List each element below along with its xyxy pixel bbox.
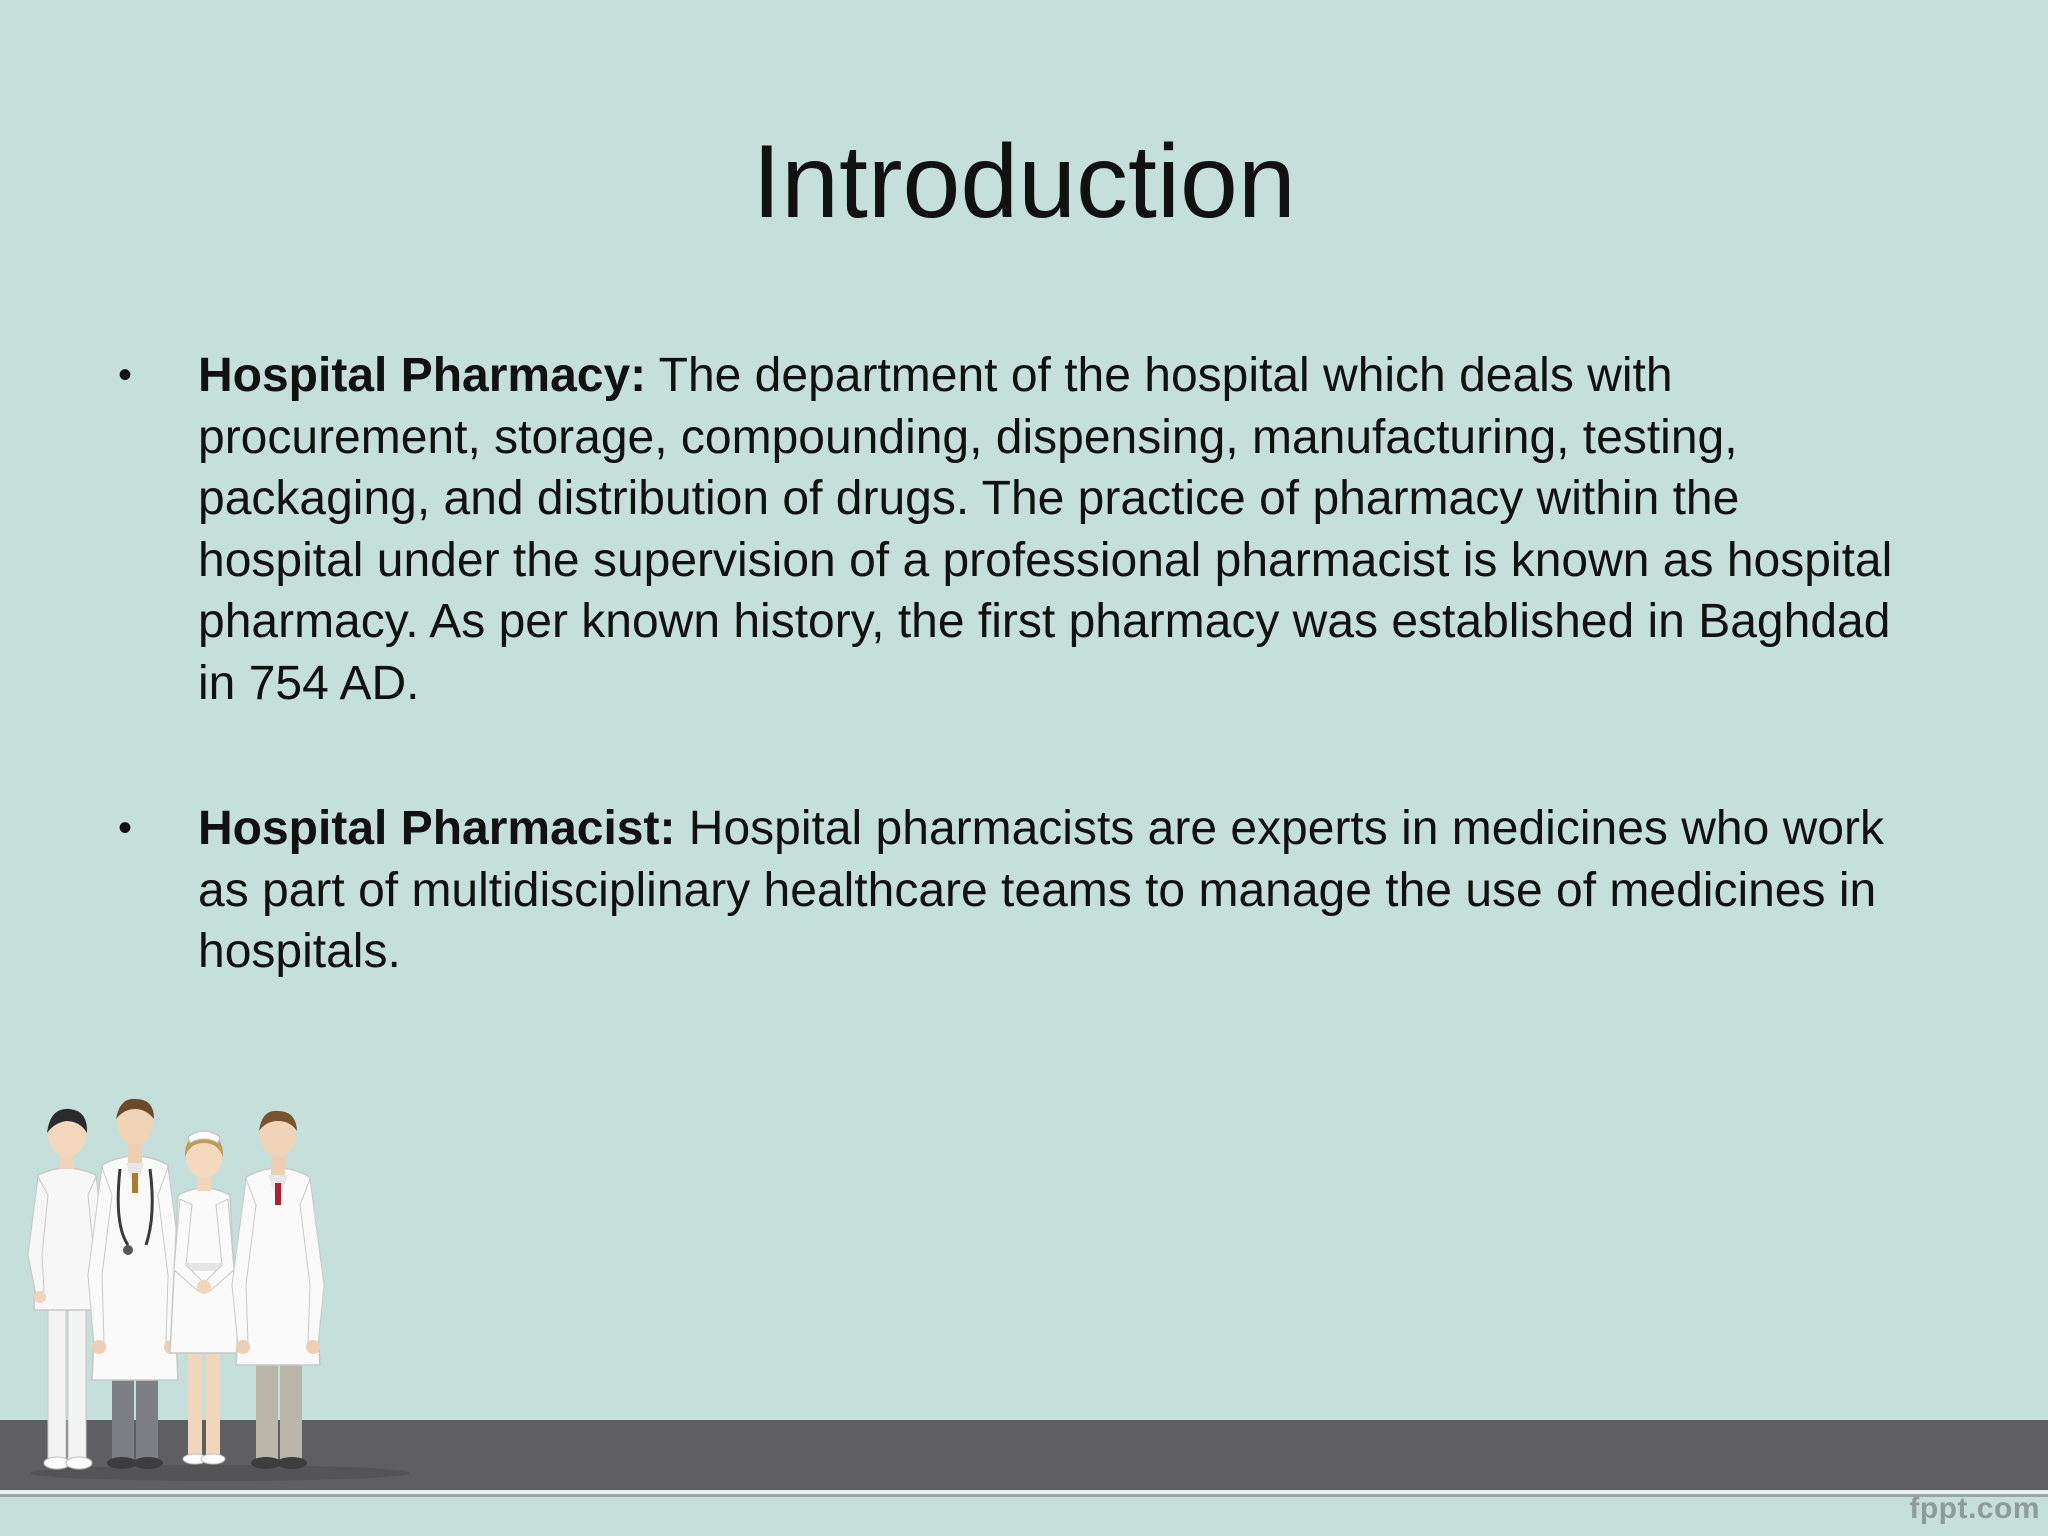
bullet-marker: •	[118, 806, 133, 850]
bullet-list	[118, 345, 1918, 983]
doctor-tie-figure	[232, 1111, 324, 1469]
bullet-text: Hospital pharmacists are experts in medicines who work as part of multidisciplinary healthcare teams to manage the use of medicines in hospitals.	[198, 802, 1884, 978]
brand-watermark[interactable]: fppt.com	[1909, 1492, 2040, 1525]
bullet-term: Hospital Pharmacist:	[198, 802, 676, 855]
doctor-stethoscope-figure	[88, 1099, 182, 1469]
bullet-marker: •	[118, 353, 133, 397]
bullet-term: Hospital Pharmacy:	[198, 349, 647, 402]
medical-staff-group-icon	[20, 1095, 420, 1485]
nurse-cap-figure	[170, 1131, 238, 1464]
bullet-item-hospital-pharmacy	[118, 345, 1918, 714]
slide-title: Introduction	[752, 124, 1296, 240]
bullet-item-hospital-pharmacist	[118, 798, 1918, 983]
bullet-text: The department of the hospital which deals with procurement, storage, compounding, dispensing, manufacturing, testing, packaging, and distribution of drugs. The practice of pharmacy within the hospital under the supervision of a professional pharmacist is known as hospital pharmacy. As per known history, the first pharmacy was established in Baghdad in 754 AD.	[198, 349, 1893, 710]
floor-shadow-line	[0, 1494, 2048, 1497]
